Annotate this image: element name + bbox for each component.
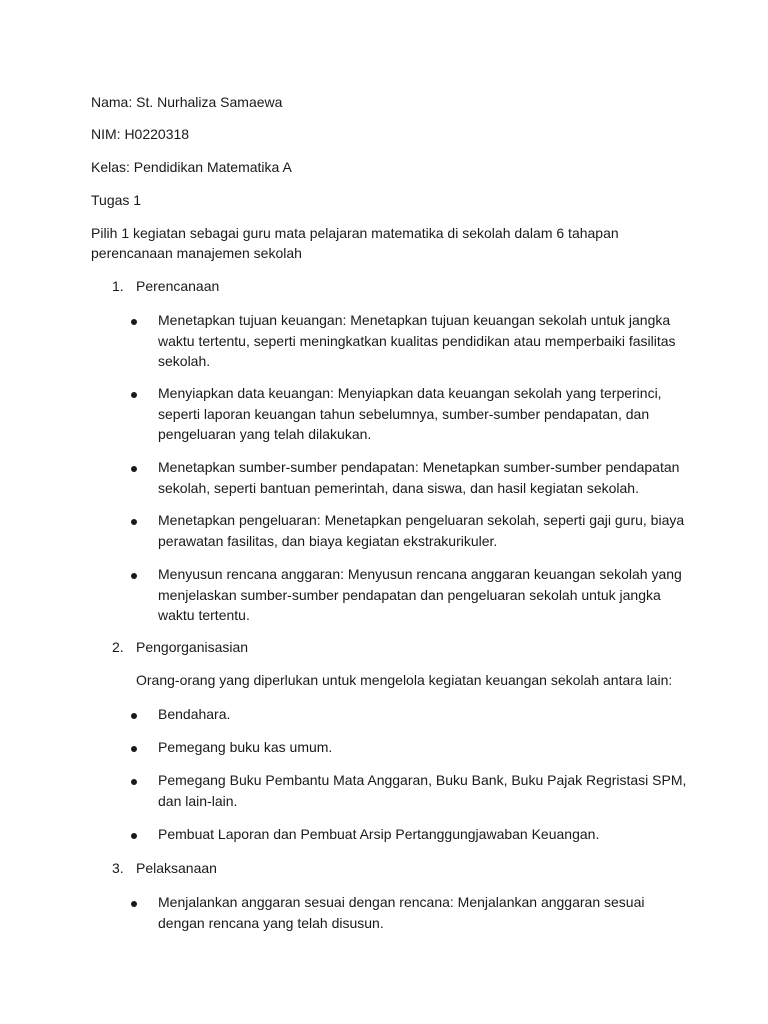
list-item: Menjalankan anggaran sesuai dengan rencana: Menjalankan anggaran sesuai dengan rencana yang telah disusun. (158, 894, 645, 931)
bullet-icon (131, 746, 137, 752)
bullet-icon (131, 519, 137, 525)
bullet-icon (131, 319, 137, 325)
list-item: Menyusun rencana anggaran: Menyusun rencana anggaran keuangan sekolah yang menjelaskan sumber-sumber pendapatan dan pengeluaran sekolah untuk jangka waktu tertentu. (158, 566, 682, 623)
list-item: Pembuat Laporan dan Pembuat Arsip Pertanggungjawaban Keuangan. (158, 826, 600, 842)
list-item: Menyiapkan data keuangan: Menyiapkan data keuangan sekolah yang terperinci, seperti laporan keuangan tahun sebelumnya, sumber-sumber pendapatan, dan pengeluaran yang telah dilakukan. (158, 385, 662, 442)
bullet-icon (131, 833, 137, 839)
bullet-icon (131, 779, 137, 785)
bullet-icon (131, 713, 137, 719)
bullet-icon (131, 466, 137, 472)
section-number: 2. (112, 639, 124, 655)
intro-line-2: perencanaan manajemen sekolah (91, 245, 302, 261)
student-class: Kelas: Pendidikan Matematika A (91, 159, 292, 175)
list-item: Menetapkan pengeluaran: Menetapkan pengeluaran sekolah, seperti gaji guru, biaya perawatan fasilitas, dan biaya kegiatan ekstrakurikuler. (158, 512, 685, 549)
list-item: Pemegang buku kas umum. (158, 739, 333, 755)
student-nim: NIM: H0220318 (91, 126, 190, 142)
student-name: Nama: St. Nurhaliza Samaewa (91, 94, 283, 110)
section-title: Perencanaan (136, 278, 220, 294)
section-paragraph: Orang-orang yang diperlukan untuk mengelola kegiatan keuangan sekolah antara lain: (136, 672, 673, 688)
list-item: Menetapkan sumber-sumber pendapatan: Menetapkan sumber-sumber pendapatan sekolah, seperti bantuan pemerintah, dana siswa, dan hasil kegiatan sekolah. (158, 459, 680, 496)
intro-line-1: Pilih 1 kegiatan sebagai guru mata pelajaran matematika di sekolah dalam 6 tahapan (91, 225, 619, 241)
section-number: 3. (112, 860, 124, 876)
assignment-title: Tugas 1 (91, 192, 142, 208)
list-item: Menetapkan tujuan keuangan: Menetapkan tujuan keuangan sekolah untuk jangka waktu tertentu, seperti meningkatkan kualitas pendidikan atau memperbaiki fasilitas sekolah. (158, 312, 676, 369)
section-title: Pengorganisasian (136, 639, 249, 655)
section-title: Pelaksanaan (136, 860, 217, 876)
bullet-icon (131, 901, 137, 907)
list-item: Pemegang Buku Pembantu Mata Anggaran, Buku Bank, Buku Pajak Regristasi SPM, dan lain-lain. (158, 772, 687, 809)
list-item: Bendahara. (158, 706, 231, 722)
bullet-icon (131, 573, 137, 579)
bullet-icon (131, 392, 137, 398)
section-number: 1. (112, 278, 124, 294)
